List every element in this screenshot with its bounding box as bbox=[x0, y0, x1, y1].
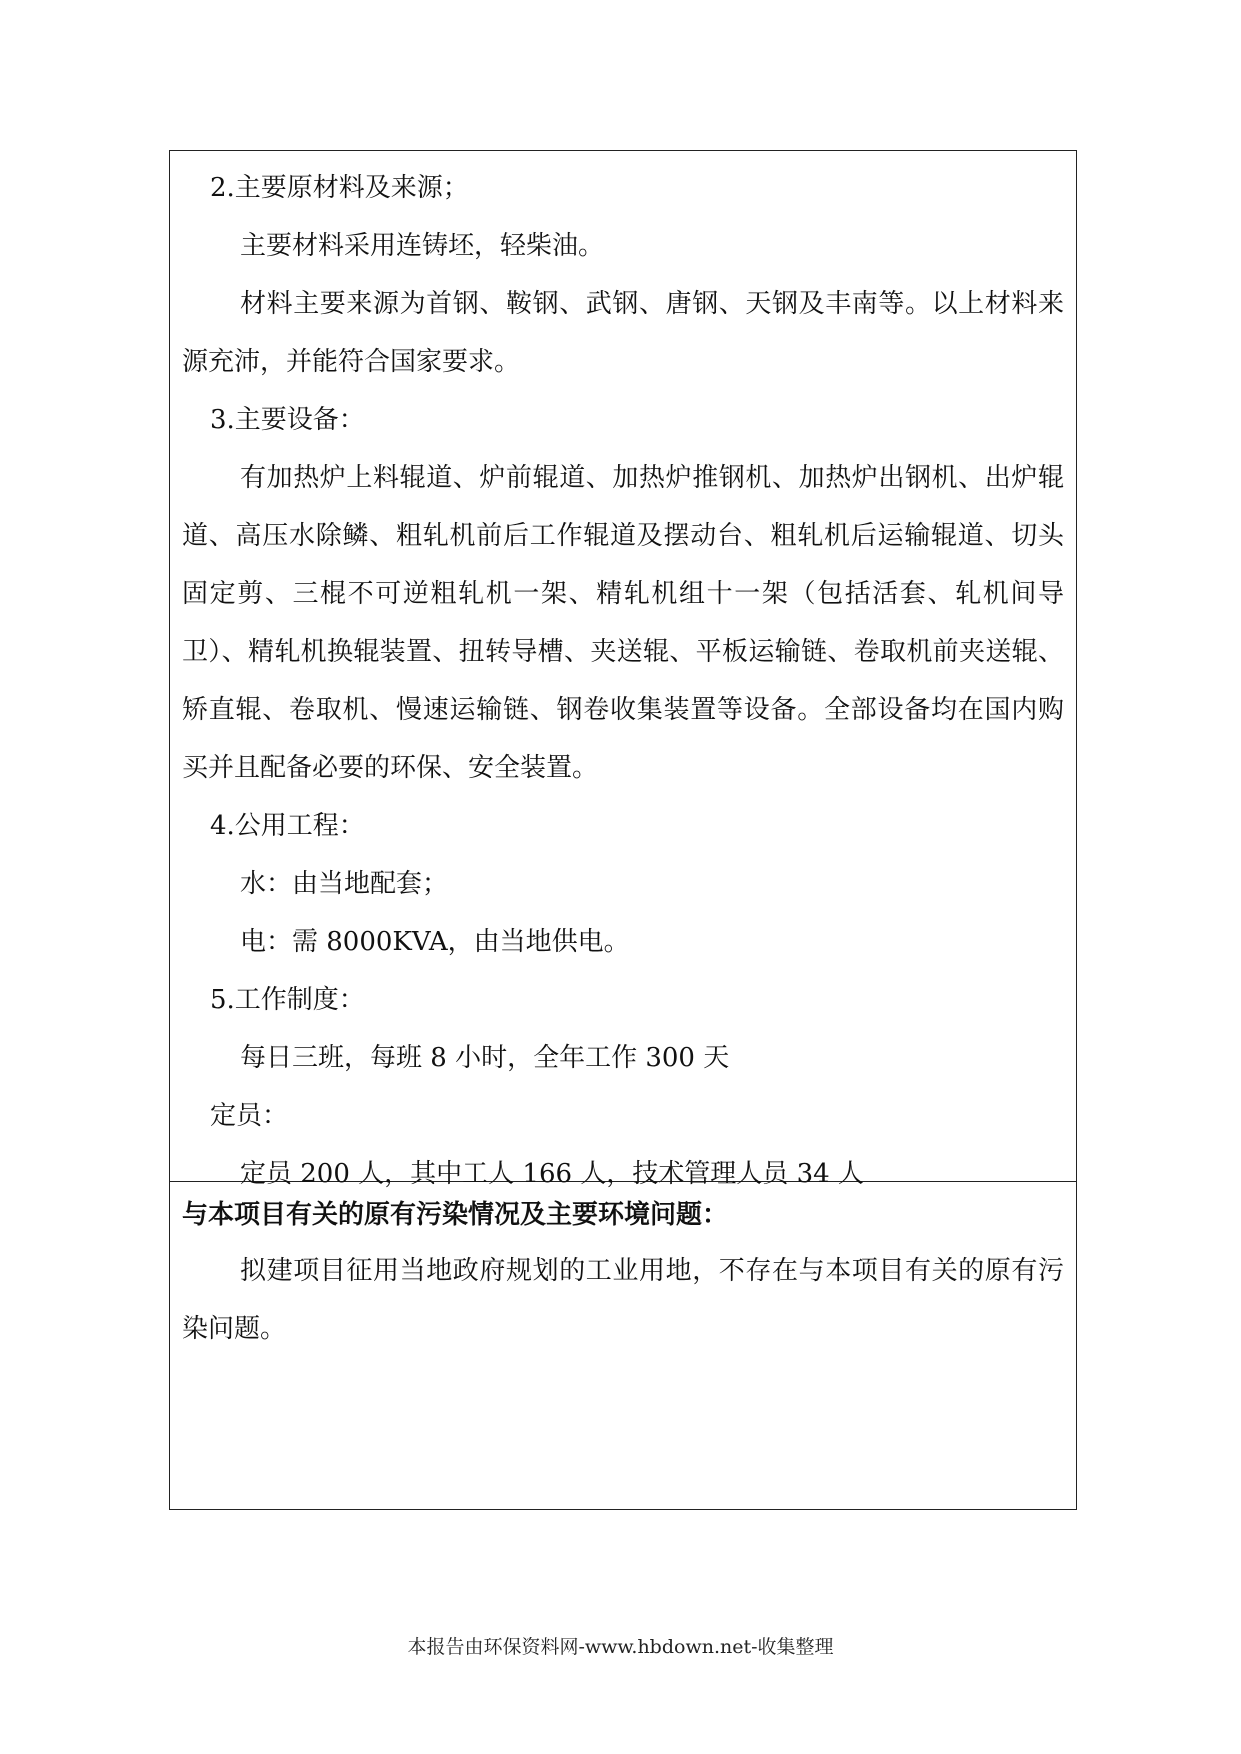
item3-equipment: 有加热炉上料辊道、炉前辊道、加热炉推钢机、加热炉出钢机、出炉辊道、高压水除鳞、粗轧机前后工作辊道及摆动台、粗轧机后运输辊道、切头固定剪、三棍不可逆粗轧机一架、精轧机组十一架（包括活套、轧机间导卫）、精轧机换辊装置、扭转导槽、夹送辊、平板运输链、卷取机前夹送辊、矫直辊、卷取机、慢速运输链、钢卷收集装置等设备。全部设备均在国内购买并且配备必要的环保、安全装置。 bbox=[182, 463, 1064, 783]
item5-heading: 5.工作制度： bbox=[210, 985, 365, 1015]
item4-heading: 4.公用工程： bbox=[210, 811, 365, 841]
item4-water: 水：由当地配套； bbox=[240, 869, 449, 899]
document-table bbox=[169, 150, 1077, 1510]
staff-heading: 定员： bbox=[210, 1101, 289, 1131]
item2-materials: 主要材料采用连铸坯，轻柴油。 bbox=[240, 231, 605, 261]
item3-heading: 3.主要设备： bbox=[210, 405, 365, 435]
item2-heading: 2.主要原材料及来源； bbox=[210, 173, 469, 203]
staff-detail: 定员 200 人，其中工人 166 人，技术管理人员 34 人 bbox=[240, 1159, 864, 1189]
pollution-paragraph: 拟建项目征用当地政府规划的工业用地，不存在与本项目有关的原有污染问题。 bbox=[182, 1256, 1064, 1344]
pollution-cell bbox=[170, 1181, 1076, 1509]
item4-power: 电：需 8000KVA，由当地供电。 bbox=[240, 927, 630, 957]
project-content-cell bbox=[170, 151, 1076, 1189]
page-footer: 本报告由环保资料网-www.hbdown.net-收集整理 bbox=[407, 1636, 834, 1658]
item2-sources: 材料主要来源为首钢、鞍钢、武钢、唐钢、天钢及丰南等。以上材料来源充沛，并能符合国家要求。 bbox=[182, 289, 1064, 377]
pollution-heading: 与本项目有关的原有污染情况及主要环境问题： bbox=[182, 1200, 729, 1230]
item5-shifts: 每日三班，每班 8 小时，全年工作 300 天 bbox=[240, 1043, 730, 1073]
